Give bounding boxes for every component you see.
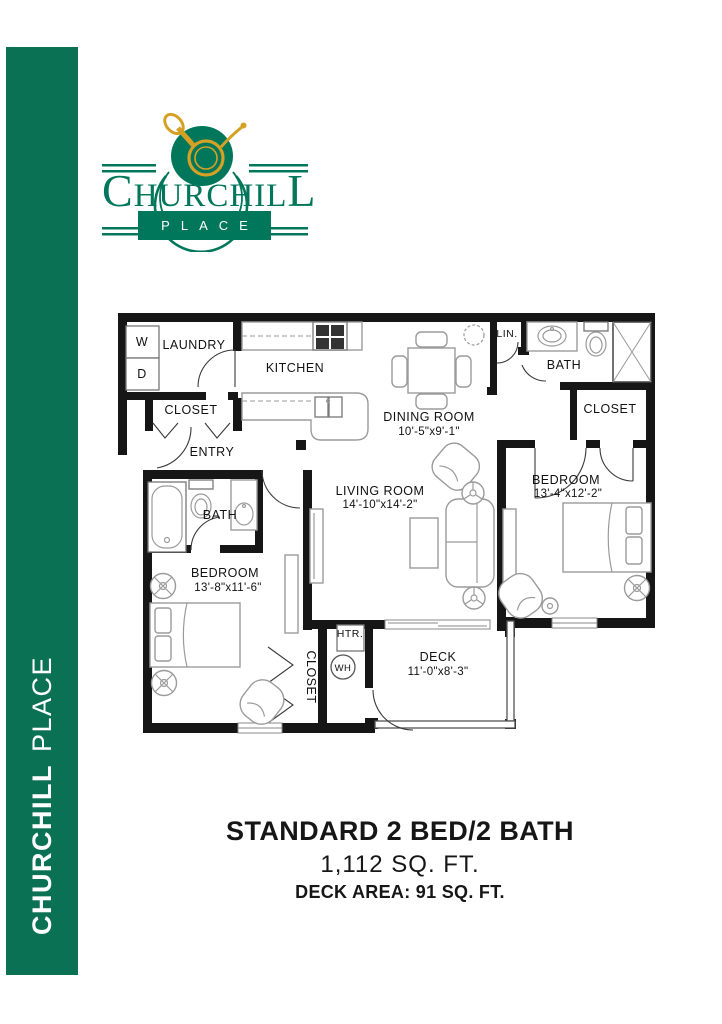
dining-furniture [392, 325, 484, 409]
logo-letter-l: L [287, 165, 317, 216]
churchill-place-logo [102, 84, 317, 252]
label-laundry: LAUNDRY [162, 338, 226, 352]
bathtub-icon [148, 482, 186, 552]
label-deck: DECK [419, 650, 457, 664]
plan-summary [78, 816, 722, 903]
label-bedroom-right-dims: 13'-4"x12'-2" [533, 488, 603, 500]
logo-place-banner [138, 211, 271, 240]
bedroom-right-furniture [493, 503, 651, 624]
logo-letter-c: C [102, 165, 134, 216]
kitchen-island [242, 393, 368, 440]
label-entry: ENTRY [189, 445, 235, 459]
coffee-table-icon [410, 518, 438, 568]
ceiling-fan-icon [151, 574, 176, 599]
label-entry-closet: CLOSET [164, 403, 218, 417]
toilet-icon [584, 322, 608, 356]
bath-right-fixtures [527, 322, 651, 382]
logo-wordmark [102, 165, 317, 216]
dining-table-icon [408, 348, 455, 393]
sidebar-vertical-title [27, 656, 58, 935]
floor-plan [105, 303, 665, 753]
side-table-icon [462, 482, 484, 504]
label-bedroom-right: BEDROOM [531, 473, 601, 487]
label-water-heater: WH [334, 663, 352, 674]
plant-icon [464, 325, 484, 345]
armchair-icon [234, 674, 290, 730]
label-dryer: D [137, 367, 147, 381]
label-bath-left: BATH [202, 508, 238, 522]
label-deck-dims: 11'-0"x8'-3" [407, 666, 469, 678]
plan-deck-area: DECK AREA: 91 SQ. FT. [295, 882, 505, 902]
plan-area: 1,112 SQ. FT. [320, 851, 480, 878]
label-bath-right: BATH [546, 358, 582, 372]
sofa-icon [446, 499, 494, 587]
label-dining-dims: 10'-5"x9'-1" [398, 426, 460, 438]
kitchen-counters [242, 322, 368, 440]
plan-title: STANDARD 2 BED/2 BATH [226, 816, 574, 846]
bed-icon [563, 503, 651, 572]
label-bedroom-closet: CLOSET [304, 650, 318, 704]
sliding-door [385, 620, 490, 629]
sidebar-title-churchill: CHURCHILL [26, 764, 57, 935]
label-heater: HTR. [336, 628, 364, 640]
shower-icon [613, 322, 651, 382]
brand-sidebar [6, 47, 78, 975]
sidebar-title-place: PLACE [26, 655, 57, 753]
ceiling-fan-icon [625, 576, 650, 601]
side-table-icon [542, 598, 558, 614]
label-dining: DINING ROOM [383, 410, 475, 424]
label-washer: W [135, 335, 149, 349]
logo-place-text: PLACE [161, 218, 259, 233]
kitchen-sink-icon [315, 397, 342, 417]
label-living-dims: 14'-10"x14'-2" [342, 499, 418, 511]
tv-icon [310, 509, 323, 583]
label-closet-right: CLOSET [583, 402, 637, 416]
side-table-icon [463, 587, 485, 609]
label-kitchen: KITCHEN [265, 361, 325, 375]
logo-letters-mid: HURCHIL [133, 178, 288, 214]
label-living: LIVING ROOM [335, 484, 425, 498]
living-room-furniture [310, 438, 494, 609]
label-bedroom-left: BEDROOM [190, 566, 260, 580]
door-swings [153, 342, 633, 730]
label-bedroom-left-dims: 13'-8"x11'-6" [194, 582, 262, 594]
ceiling-fan-icon [152, 671, 177, 696]
sink-icon [231, 480, 257, 530]
label-linen: LIN. [496, 328, 518, 340]
bed-icon [150, 603, 240, 667]
dresser-icon [285, 555, 298, 633]
